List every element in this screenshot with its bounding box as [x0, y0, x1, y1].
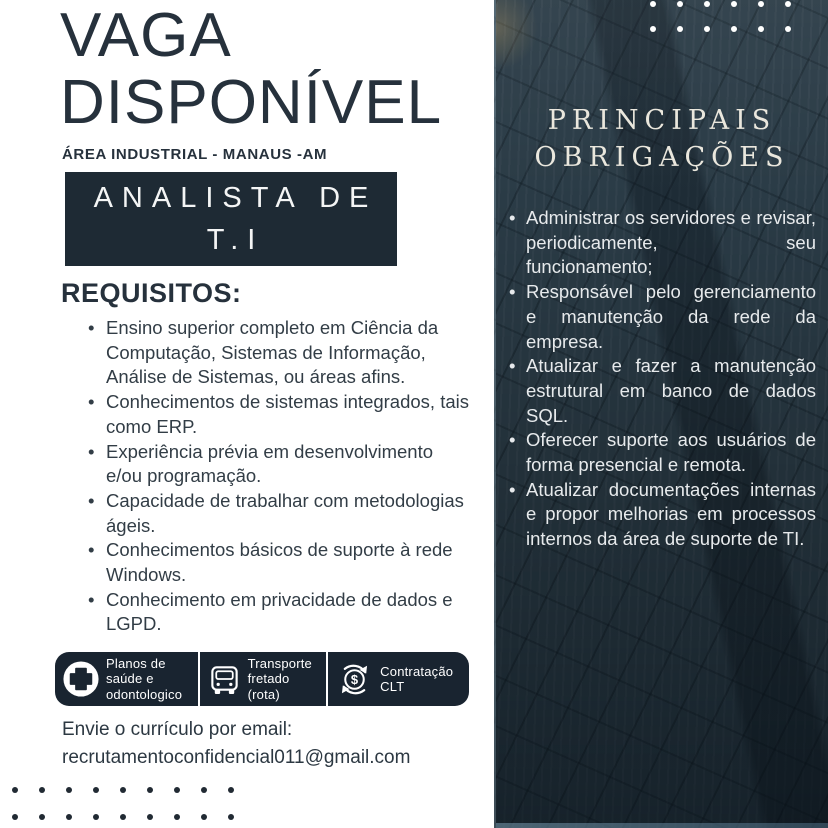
- decor-dot: [704, 26, 710, 32]
- obligation-item: • Responsável pelo gerenciamento e manutenção da rede da empresa.: [509, 280, 816, 354]
- obligation-item: • Oferecer suporte aos usuários de forma presencial e remota.: [509, 428, 816, 477]
- decor-dot: [785, 26, 791, 32]
- medical-cross-icon: [63, 661, 99, 697]
- svg-text:$: $: [351, 671, 359, 687]
- decor-dot: [228, 814, 234, 820]
- decor-dot: [731, 1, 737, 7]
- requirement-item: • Conhecimentos básicos de suporte à rede Windows.: [86, 538, 470, 587]
- decor-dot: [201, 787, 207, 793]
- decor-dot: [12, 787, 18, 793]
- email-address: recrutamentoconfidencial011@gmail.com: [62, 747, 411, 768]
- requirements-list: [86, 316, 470, 637]
- requirement-item: • Conhecimento em privacidade de dados e LGPD.: [86, 588, 470, 637]
- benefit-contract: [326, 652, 469, 706]
- requirement-item: • Experiência prévia em desenvolvimento e/ou programação.: [86, 440, 470, 489]
- decor-dot: [93, 814, 99, 820]
- decor-dot: [12, 814, 18, 820]
- decor-dot: [120, 787, 126, 793]
- decor-dot: [147, 787, 153, 793]
- decor-dot: [39, 814, 45, 820]
- decor-dot: [785, 1, 791, 7]
- obligations-list: [509, 206, 816, 552]
- decor-dot: [174, 787, 180, 793]
- dollar-cycle-icon: [336, 661, 373, 698]
- decor-dot: [120, 814, 126, 820]
- role-line-1: ANALISTA DE: [93, 182, 378, 214]
- decor-dot: [677, 26, 683, 32]
- benefits-bar: [55, 652, 469, 706]
- right-panel: [494, 0, 828, 828]
- page-title: [60, 2, 442, 136]
- title-line-2: DISPONÍVEL: [60, 68, 443, 137]
- benefit-label: Planos de saúde e odontologico: [106, 655, 183, 702]
- obligations-heading: [496, 102, 828, 176]
- decor-dot: [704, 1, 710, 7]
- requirements-heading: REQUISITOS:: [61, 278, 242, 308]
- obligation-item: • Atualizar e fazer a manutenção estrutural em banco de dados SQL.: [509, 354, 816, 428]
- obligation-item: • Atualizar documentações internas e propor melhorias em processos internos da área de suporte de TI.: [509, 478, 816, 552]
- decor-dot: [677, 1, 683, 7]
- decor-dot: [201, 814, 207, 820]
- benefit-health: [55, 652, 198, 706]
- title-line-1: VAGA: [60, 1, 232, 70]
- decor-dot: [93, 787, 99, 793]
- decor-dot: [66, 787, 72, 793]
- obligations-heading-line-1: PRINCIPAIS: [547, 105, 777, 136]
- decor-dot: [731, 26, 737, 32]
- benefit-transport: [198, 652, 327, 706]
- requirement-item: • Capacidade de trabalhar com metodologias ágeis.: [86, 489, 470, 538]
- benefit-label: Contratação CLT: [380, 663, 454, 694]
- decor-dot: [758, 26, 764, 32]
- decor-dot: [66, 814, 72, 820]
- role-line-2: T.I: [206, 224, 265, 256]
- requirement-item: • Conhecimentos de sistemas integrados, tais como ERP.: [86, 390, 470, 439]
- email-block: [62, 716, 410, 772]
- decor-dot: [650, 1, 656, 7]
- role-box: [65, 172, 397, 266]
- email-prompt: Envie o currículo por email:: [62, 719, 293, 740]
- decor-dot: [228, 787, 234, 793]
- requirement-item: • Ensino superior completo em Ciência da Computação, Sistemas de Informação, Análise de Sistemas, ou áreas afins.: [86, 316, 470, 390]
- benefit-label: Transporte fretado (rota): [247, 655, 312, 702]
- bus-icon: [208, 663, 241, 696]
- decor-dot: [174, 814, 180, 820]
- decor-dot: [147, 814, 153, 820]
- obligation-item: • Administrar os servidores e revisar, periodicamente, seu funcionamento;: [509, 206, 816, 280]
- decor-dot: [650, 26, 656, 32]
- decor-dot: [39, 787, 45, 793]
- obligations-heading-line-2: OBRIGAÇÕES: [534, 142, 790, 173]
- location-subtitle: ÁREA INDUSTRIAL - MANAUS -AM: [62, 146, 328, 163]
- decor-dot: [758, 1, 764, 7]
- top-right-dots: [650, 1, 812, 51]
- bottom-left-dots: [12, 787, 255, 828]
